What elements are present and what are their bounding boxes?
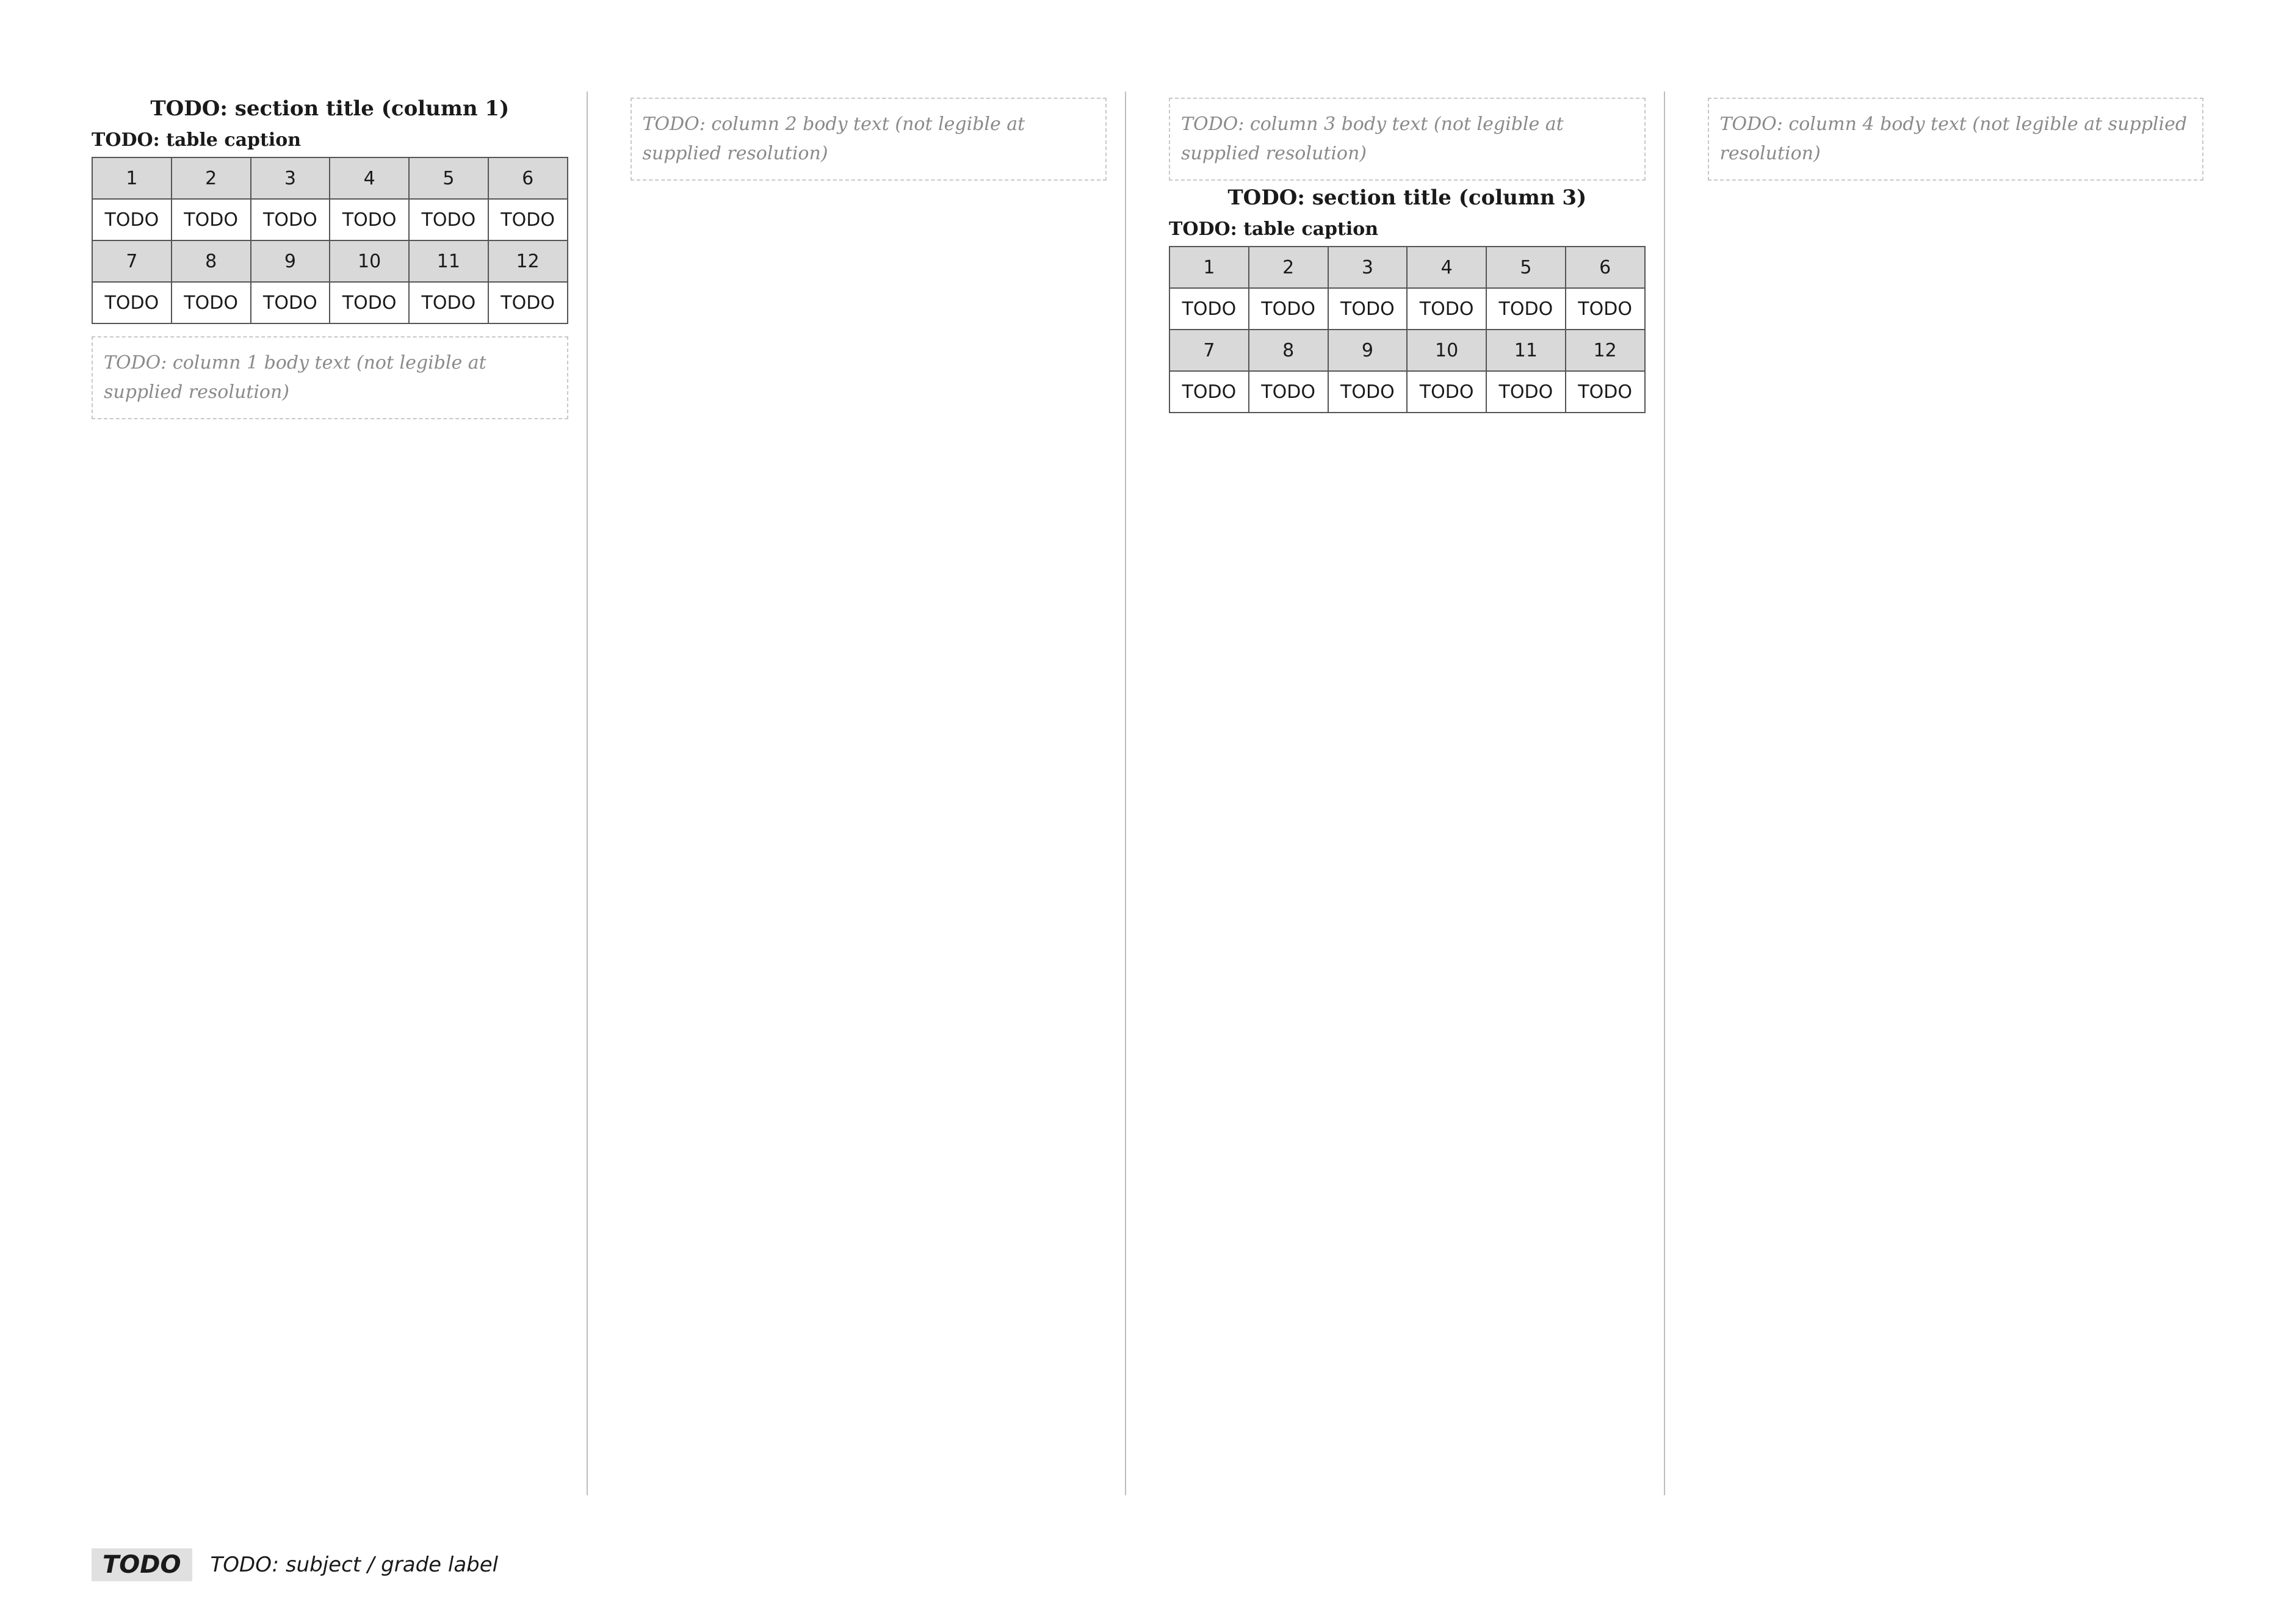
- question-number: 6: [488, 157, 568, 199]
- unit1-number-row-1: [92, 157, 568, 199]
- question-number: 10: [330, 240, 409, 282]
- answer-cell: TODO: [1486, 288, 1566, 330]
- question-number: 10: [1407, 330, 1486, 371]
- question-number: 3: [251, 157, 330, 199]
- unit2-answer-row-1: [1169, 288, 1645, 330]
- question-number: 6: [1566, 247, 1645, 288]
- unit1-number-row-2: [92, 240, 568, 282]
- question-number: 7: [1169, 330, 1249, 371]
- answer-cell: TODO: [409, 282, 488, 323]
- answer-cell: TODO: [1328, 288, 1408, 330]
- question-number: 12: [488, 240, 568, 282]
- question-number: 9: [251, 240, 330, 282]
- unit2-title: TODO: section title (column 3): [1227, 186, 1587, 210]
- question-number: 5: [1486, 247, 1566, 288]
- question-number: 1: [1169, 247, 1249, 288]
- answer-cell: TODO: [172, 282, 251, 323]
- unit2-number-row-1: [1169, 247, 1645, 288]
- question-number: 5: [409, 157, 488, 199]
- answer-cell: TODO: [1169, 371, 1249, 413]
- column-2: [631, 92, 1127, 1495]
- column-3-body-top: TODO: column 3 body text (not legible at supplied resolution): [1169, 98, 1646, 181]
- question-number: 3: [1328, 247, 1408, 288]
- column-1: [92, 92, 588, 1495]
- column-2-body: TODO: column 2 body text (not legible at supplied resolution): [631, 98, 1107, 181]
- unit2-answer-row-2: [1169, 371, 1645, 413]
- answer-cell: TODO: [1407, 288, 1486, 330]
- column-4: [1708, 92, 2204, 1495]
- unit1-title: TODO: section title (column 1): [150, 96, 510, 121]
- unit2-answer-table: [1169, 246, 1646, 413]
- answer-cell: TODO: [1486, 371, 1566, 413]
- answer-cell: TODO: [1328, 371, 1408, 413]
- question-number: 7: [92, 240, 172, 282]
- answer-cell: TODO: [1169, 288, 1249, 330]
- column-4-body: TODO: column 4 body text (not legible at supplied resolution): [1708, 98, 2204, 181]
- unit2-table-caption: TODO: table caption: [1169, 218, 1379, 240]
- answer-cell: TODO: [1407, 371, 1486, 413]
- question-number: 4: [1407, 247, 1486, 288]
- answer-cell: TODO: [92, 199, 172, 240]
- question-number: 9: [1328, 330, 1408, 371]
- answer-cell: TODO: [92, 282, 172, 323]
- question-number: 11: [1486, 330, 1566, 371]
- unit1-table-caption: TODO: table caption: [92, 129, 302, 151]
- column-1-body: TODO: column 1 body text (not legible at supplied resolution): [92, 336, 568, 419]
- page-columns: [92, 92, 2203, 1495]
- column-3: [1169, 92, 1665, 1495]
- question-number: 8: [172, 240, 251, 282]
- page-footer: [92, 1548, 498, 1581]
- answer-cell: TODO: [251, 199, 330, 240]
- question-number: 12: [1566, 330, 1645, 371]
- unit1-answer-table: [92, 157, 568, 324]
- unit2-number-row-2: [1169, 330, 1645, 371]
- answer-cell: TODO: [251, 282, 330, 323]
- answer-cell: TODO: [1249, 288, 1328, 330]
- answer-cell: TODO: [1249, 371, 1328, 413]
- answer-cell: TODO: [488, 199, 568, 240]
- question-number: 2: [172, 157, 251, 199]
- page-number: TODO: [92, 1548, 192, 1581]
- unit1-answer-row-2: [92, 282, 568, 323]
- answer-cell: TODO: [172, 199, 251, 240]
- answer-cell: TODO: [330, 199, 409, 240]
- answer-cell: TODO: [330, 282, 409, 323]
- answer-cell: TODO: [488, 282, 568, 323]
- answer-cell: TODO: [409, 199, 488, 240]
- question-number: 1: [92, 157, 172, 199]
- question-number: 2: [1249, 247, 1328, 288]
- question-number: 11: [409, 240, 488, 282]
- unit1-answer-row-1: [92, 199, 568, 240]
- answer-cell: TODO: [1566, 288, 1645, 330]
- question-number: 8: [1249, 330, 1328, 371]
- answer-cell: TODO: [1566, 371, 1645, 413]
- subject-label: TODO: subject / grade label: [210, 1553, 499, 1577]
- question-number: 4: [330, 157, 409, 199]
